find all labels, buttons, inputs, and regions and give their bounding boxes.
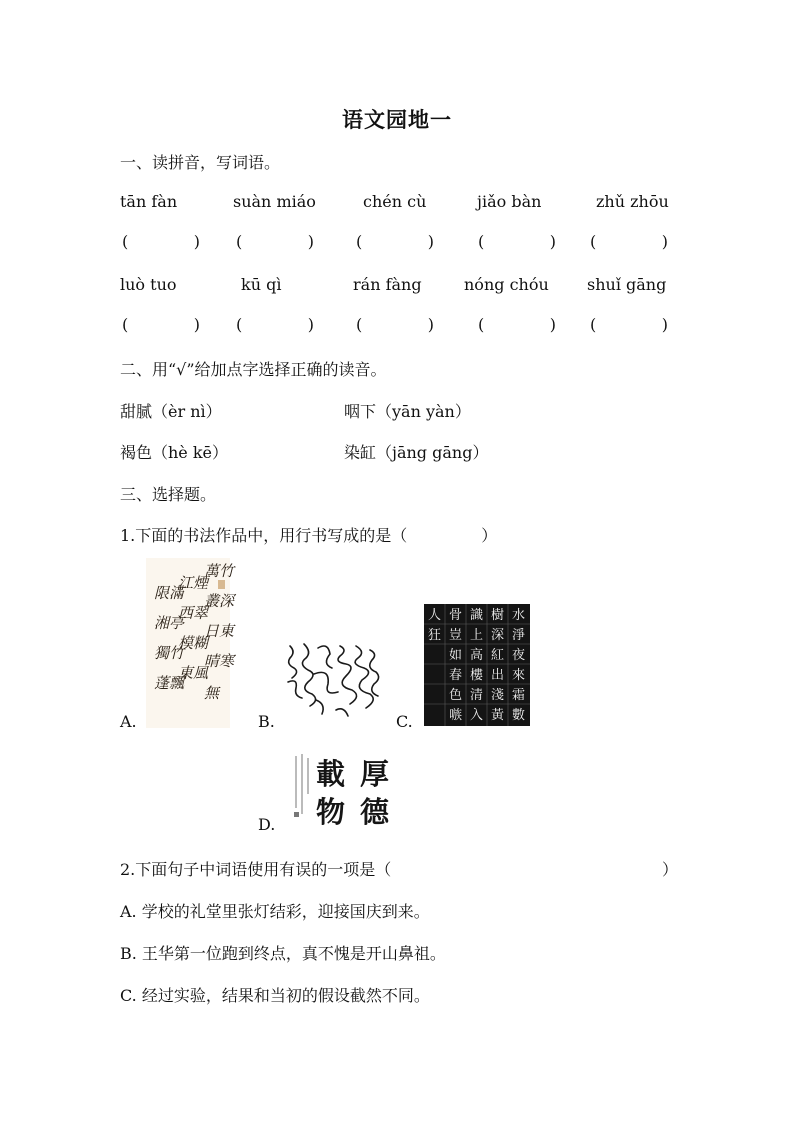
pinyin-row-1 — [120, 192, 680, 214]
calligraphy-char: 出 — [490, 668, 505, 683]
option-c-label[interactable]: C. — [396, 712, 413, 731]
option-d-label[interactable]: D. — [258, 815, 276, 834]
calligraphy-char: 黃 — [490, 708, 505, 723]
calligraphy-char: 識 — [469, 608, 484, 623]
calligraphy-image-a — [146, 558, 235, 728]
calligraphy-char: 淨 — [511, 628, 526, 643]
calligraphy-char: 水 — [511, 608, 526, 623]
calligraphy-char: 清 — [469, 688, 484, 703]
question-2-option-c[interactable]: C. 经过实验，结果和当初的假设截然不同。 — [120, 986, 430, 1005]
pinyin-item: rán fàng — [353, 275, 422, 294]
calligraphy-char: 物 — [316, 795, 346, 829]
calligraphy-char: 豈 — [448, 628, 463, 643]
calligraphy-char: 限滿 — [154, 584, 185, 602]
calligraphy-char: 數 — [511, 708, 526, 723]
reading-choice-item[interactable]: 褐色（hè kē） — [120, 443, 229, 462]
calligraphy-image-d — [286, 750, 402, 828]
pinyin-item: shuǐ gāng — [587, 275, 667, 294]
calligraphy-char: 人 — [427, 608, 442, 623]
calligraphy-char: 獨竹 — [154, 644, 185, 662]
seal-stamp — [294, 812, 299, 817]
calligraphy-char: 模糊 — [178, 634, 209, 652]
section1-heading: 一、读拼音，写词语。 — [120, 153, 281, 172]
answer-row-2: ( ) ( ) ( ) ( ) ( ) — [122, 315, 668, 334]
calligraphy-char: 霜 — [511, 688, 526, 703]
option-b-label[interactable]: B. — [258, 712, 275, 731]
reading-choice-item[interactable]: 咽下（yān yàn） — [344, 402, 471, 421]
section3-heading: 三、选择题。 — [120, 485, 217, 504]
calligraphy-char: 叢深 — [204, 592, 235, 610]
pinyin-item: jiǎo bàn — [477, 192, 542, 211]
calligraphy-char: 樹 — [490, 608, 505, 623]
calligraphy-char: 骨 — [448, 608, 463, 623]
calligraphy-char: 色 — [448, 688, 463, 703]
calligraphy-char: 入 — [469, 708, 484, 723]
calligraphy-char: 淺 — [490, 688, 505, 703]
calligraphy-char: 蓬飄 — [154, 674, 185, 692]
calligraphy-char: 晴寒 — [204, 652, 235, 670]
calligraphy-char: 湘亭 — [154, 614, 185, 632]
reading-choice-item[interactable]: 甜腻（èr nì） — [120, 402, 222, 421]
answer-row-1: ( ) ( ) ( ) ( ) ( ) — [122, 232, 668, 251]
page-title: 语文园地一 — [342, 108, 452, 132]
calligraphy-char: 夜 — [511, 648, 526, 663]
calligraphy-char: 日東 — [204, 622, 235, 640]
calligraphy-char: 載 — [316, 757, 346, 791]
question-2-close: ） — [662, 860, 679, 879]
question-2-option-b[interactable]: B. 王华第一位跑到终点，真不愧是开山鼻祖。 — [120, 944, 446, 963]
calligraphy-char: 德 — [360, 795, 390, 829]
pinyin-item: tān fàn — [120, 192, 178, 211]
calligraphy-char: 來 — [511, 668, 526, 683]
calligraphy-char: 狂 — [427, 628, 442, 643]
calligraphy-char: 樓 — [469, 668, 484, 683]
calligraphy-char: 東風 — [178, 664, 209, 682]
option-a-label[interactable]: A. — [120, 712, 137, 731]
pinyin-item: chén cù — [363, 192, 427, 211]
calligraphy-char: 萬竹 — [204, 562, 235, 580]
question-2-option-a[interactable]: A. 学校的礼堂里张灯结彩，迎接国庆到来。 — [120, 902, 430, 921]
calligraphy-image-c — [424, 604, 530, 726]
section2-heading: 二、用“√”给加点字选择正确的读音。 — [120, 360, 387, 379]
pinyin-item: zhǔ zhōu — [596, 192, 669, 211]
pinyin-item: kū qì — [241, 275, 282, 294]
question-1-stem: 1.下面的书法作品中，用行书写成的是（ ） — [120, 526, 498, 545]
calligraphy-char: 上 — [469, 628, 484, 643]
pinyin-item: luò tuo — [120, 275, 177, 294]
calligraphy-char: 厚 — [360, 757, 390, 791]
reading-choice-item[interactable]: 染缸（jāng gāng） — [344, 443, 489, 462]
calligraphy-image-b — [284, 640, 382, 726]
calligraphy-char: 如 — [448, 648, 463, 663]
calligraphy-char: 紅 — [490, 648, 505, 663]
calligraphy-char: 無 — [204, 684, 220, 702]
calligraphy-char: 江煙 — [178, 574, 209, 592]
calligraphy-char: 高 — [469, 648, 484, 663]
calligraphy-char: 深 — [490, 628, 505, 643]
seal-stamp — [218, 580, 225, 589]
calligraphy-char: 春 — [448, 668, 463, 683]
pinyin-item: nóng chóu — [464, 275, 549, 294]
pinyin-item: suàn miáo — [233, 192, 316, 211]
calligraphy-char: 嗾 — [448, 708, 463, 723]
pinyin-row-2 — [120, 275, 680, 297]
calligraphy-char: 西翠 — [178, 604, 209, 622]
question-2-stem: 2.下面句子中词语使用有误的一项是（ — [120, 860, 392, 879]
